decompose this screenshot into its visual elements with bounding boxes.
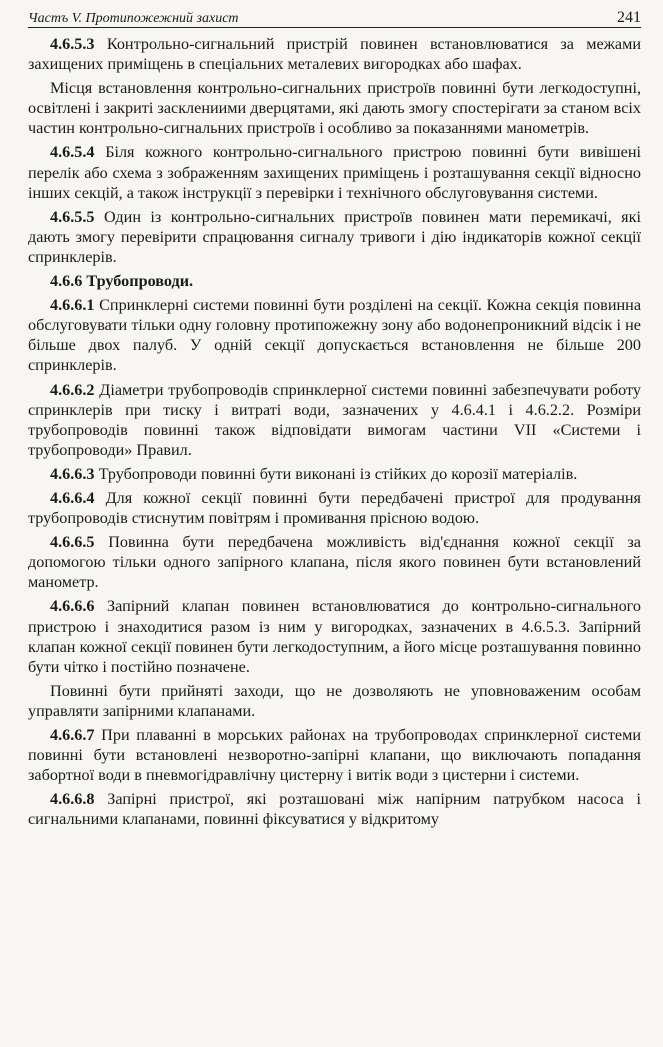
paragraph-text: Трубопроводи повинні бути виконані із стійких до корозії матеріалів. [94, 464, 578, 483]
paragraph-text: Діаметри трубопроводів спринклерної системи повинні забезпечувати роботу спринклерів при тиску і витраті води, зазначених у 4.6.4.1 і 4.6.2.2. Розміри трубопроводів повинні також відповідати вимогам частини VII «Системи і трубопроводи» Правил. [28, 380, 641, 459]
section-heading [28, 271, 641, 291]
clause-number: 4.6.5.5 [50, 207, 95, 226]
paragraph-text: При плаванні в морських районах на трубопроводах спринклерної системи повинні бути встановлені незворотно-запірні клапани, що виключають попадання забортної води в пневмогідравлічну цистерну і витік води з цистерни і системи. [28, 726, 641, 785]
clause-number: 4.6.6.8 [50, 790, 95, 809]
paragraph-text: Один із контрольно-сигнальних пристроїв повинен мати перемикачі, які дають змогу перевірити спрацювання сигналу тривоги і дію індикаторів кожної секції спринклерів. [28, 207, 641, 266]
paragraph [28, 142, 641, 202]
clause-number: 4.6.6.2 [50, 380, 95, 399]
clause-number: 4.6.6.1 [50, 296, 95, 315]
paragraph-text: Спринклерні системи повинні бути розділені на секції. Кожна секція повинна обслуговувати тільки одну головну протипожежну зону або водонепроникний відсік і не більше двох палуб. У одній секції допускається встановлення не більше 200 спринклерів. [28, 296, 641, 375]
paragraph [28, 532, 641, 592]
paragraph-text: Запірні пристрої, які розташовані між напірним патрубком насоса і сигнальними клапанами, повинні фіксуватися у відкритому [28, 790, 641, 829]
paragraph-text: Контрольно-сигнальний пристрій повинен встановлюватися за межами захищених приміщень в спеціальних металевих вигородках або шафах. [28, 35, 641, 74]
paragraph-text: Повинна бути передбачена можливість від'єднання кожної секції за допомогою тільки одного запірного клапана, після якого повинен бути встановлений манометр. [28, 533, 641, 592]
clause-number: 4.6.6.4 [50, 488, 95, 507]
clause-number: 4.6.6.5 [50, 533, 95, 552]
clause-number: 4.6.5.3 [50, 35, 95, 53]
clause-number: 4.6.5.4 [50, 143, 95, 162]
body-text [28, 34, 641, 829]
paragraph [28, 34, 641, 74]
paragraph-text: Запірний клапан повинен встановлюватися до контрольно-сигнального пристрою і знаходитися разом із ним у вигородках, зазначених в 4.6.5.3. Запірний клапан кожної секції повинен бути легкодоступним, а його місце розташування повинно бути чітко і постійно позначене. [28, 597, 641, 676]
paragraph [28, 789, 641, 829]
paragraph [28, 295, 641, 375]
paragraph [28, 596, 641, 676]
paragraph [28, 464, 641, 484]
page-header [28, 0, 641, 28]
clause-number: 4.6.6.3 [50, 464, 95, 483]
paragraph-text: Місця встановлення контрольно-сигнальних пристроїв повинні бути легкодоступні, освітлені і закриті засклениими дверцятами, які дають змогу спостерігати за станом всіх частин контрольно-сигнальних пристроїв і особливо за показаннями манометрів. [28, 79, 641, 138]
paragraph [28, 488, 641, 528]
paragraph [28, 207, 641, 267]
paragraph-text: Повинні бути прийняті заходи, що не дозволяють не уповноваженим особам управляти запірними клапанами. [28, 681, 641, 720]
paragraph-text: Біля кожного контрольно-сигнального пристрою повинні бути вивішені перелік або схема з зображенням захищених приміщень і розташування секції відносно інших секцій, а також інструкції з перевірки і технічного обслуговування системи. [28, 143, 641, 202]
paragraph-text: Для кожної секції повинні бути передбачені пристрої для продування трубопроводів стиснутим повітрям і промивання прісною водою. [28, 488, 641, 528]
page-number: 241 [617, 9, 641, 26]
paragraph [28, 380, 641, 460]
section-title: 4.6.6 Трубопроводи. [50, 272, 194, 291]
running-title: Частъ V. Протипожежний захист [28, 11, 239, 26]
paragraph [28, 725, 641, 785]
paragraph [28, 78, 641, 138]
clause-number: 4.6.6.7 [50, 726, 95, 744]
paragraph [28, 681, 641, 721]
clause-number: 4.6.6.6 [50, 597, 95, 616]
